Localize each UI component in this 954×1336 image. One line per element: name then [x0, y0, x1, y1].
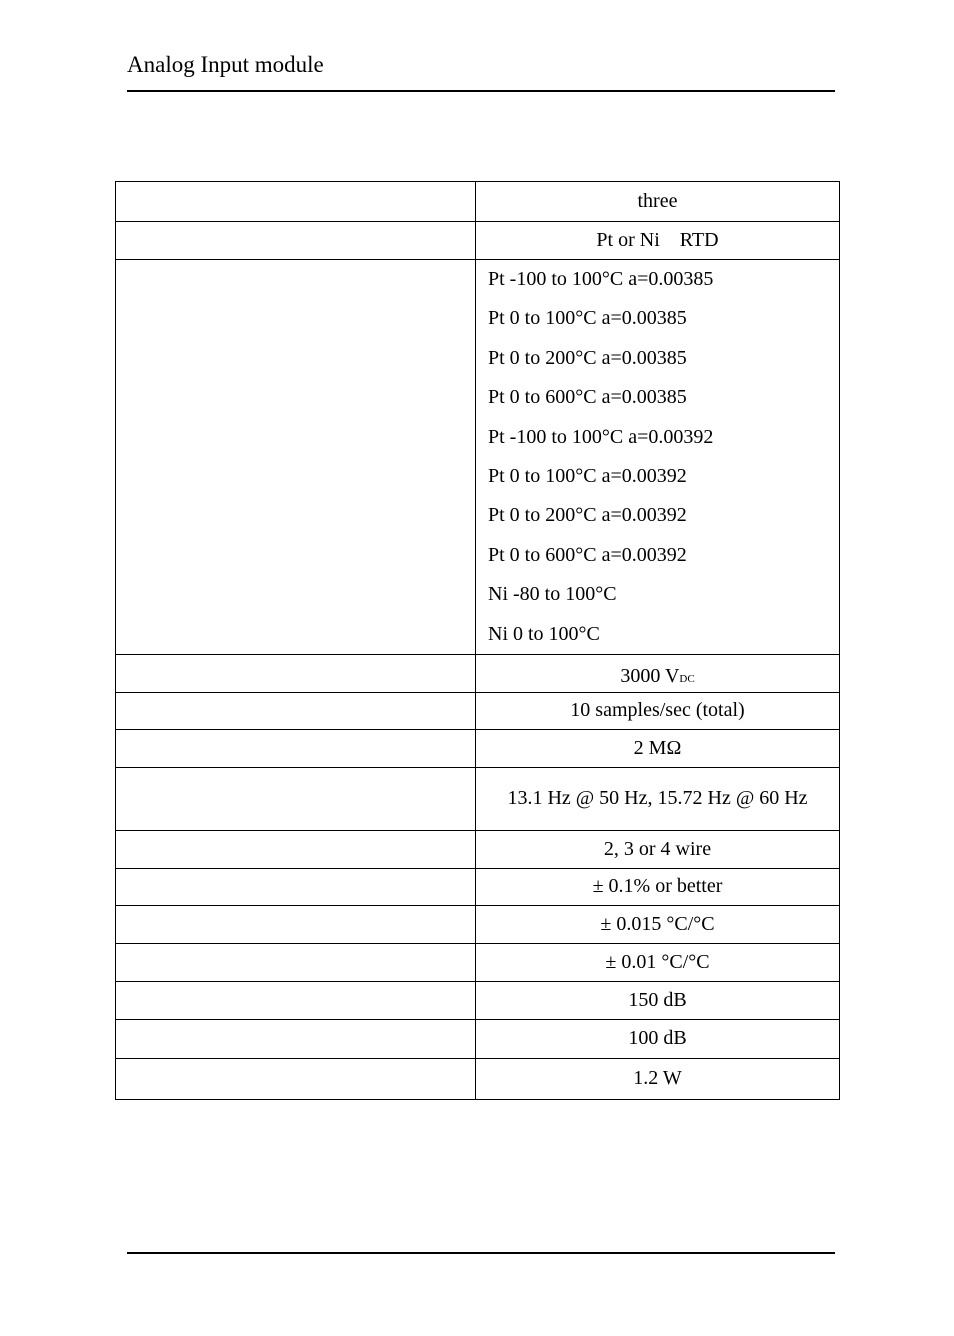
list-item: Pt 0 to 600°C a=0.00392 — [488, 543, 687, 566]
spec-value-cell — [476, 654, 840, 692]
spec-value-cell: 13.1 Hz @ 50 Hz, 15.72 Hz @ 60 Hz — [476, 767, 840, 830]
spec-label-cell — [116, 654, 476, 692]
spec-value-cell: ± 0.015 °C/°C — [476, 905, 840, 943]
spec-label-cell — [116, 943, 476, 981]
list-item: Pt -100 to 100°C a=0.00385 — [488, 268, 714, 290]
spec-label-cell — [116, 1058, 476, 1099]
list-item: Pt 0 to 100°C a=0.00385 — [488, 307, 687, 330]
table-row — [116, 767, 840, 830]
spec-label-cell — [116, 1019, 476, 1058]
table-row — [116, 222, 840, 260]
table-row — [116, 729, 840, 767]
table-row — [116, 981, 840, 1019]
page-header-title: Analog Input module — [127, 52, 324, 77]
list-item: Pt 0 to 600°C a=0.00385 — [488, 386, 687, 409]
spec-label-cell — [116, 767, 476, 830]
list-item: Pt 0 to 200°C a=0.00392 — [488, 504, 687, 527]
spec-label-cell — [116, 981, 476, 1019]
input-range-list — [476, 260, 840, 655]
table-row — [116, 1019, 840, 1058]
table-row — [116, 654, 840, 692]
table-row — [116, 182, 840, 222]
spec-label-cell — [116, 692, 476, 729]
spec-label-cell — [116, 182, 476, 222]
header-rule — [127, 90, 835, 92]
table-row — [116, 868, 840, 905]
footer-rule — [127, 1252, 835, 1254]
spec-label-cell — [116, 905, 476, 943]
list-item: Pt 0 to 100°C a=0.00392 — [488, 464, 687, 487]
spec-label-cell — [116, 222, 476, 260]
spec-label-cell — [116, 868, 476, 905]
list-item: Ni -80 to 100°C — [488, 583, 617, 606]
spec-value-cell: 2 MΩ — [476, 729, 840, 767]
list-item: Pt 0 to 200°C a=0.00385 — [488, 346, 687, 369]
table-row — [116, 943, 840, 981]
table-row — [116, 692, 840, 729]
table-row — [116, 1058, 840, 1099]
spec-value-cell: 150 dB — [476, 981, 840, 1019]
list-item: Ni 0 to 100°C — [488, 622, 600, 645]
spec-label-cell — [116, 830, 476, 868]
spec-value-cell: 100 dB — [476, 1019, 840, 1058]
table-row — [116, 905, 840, 943]
table-row — [116, 830, 840, 868]
spec-value-cell: ± 0.1% or better — [476, 868, 840, 905]
spec-value-cell: 10 samples/sec (total) — [476, 692, 840, 729]
spec-value-cell: Pt or Ni RTD — [476, 222, 840, 260]
spec-label-cell — [116, 729, 476, 767]
spec-value-cell: ± 0.01 °C/°C — [476, 943, 840, 981]
spec-value-cell: 1.2 W — [476, 1058, 840, 1099]
spec-value-cell: three — [476, 182, 840, 222]
spec-label-cell — [116, 260, 476, 655]
table-row — [116, 260, 840, 655]
isolation-value: 3000 V — [620, 664, 680, 687]
isolation-unit-subscript: DC — [679, 672, 695, 685]
specification-table — [115, 181, 840, 1100]
spec-value-cell: 2, 3 or 4 wire — [476, 830, 840, 868]
list-item: Pt -100 to 100°C a=0.00392 — [488, 425, 714, 448]
